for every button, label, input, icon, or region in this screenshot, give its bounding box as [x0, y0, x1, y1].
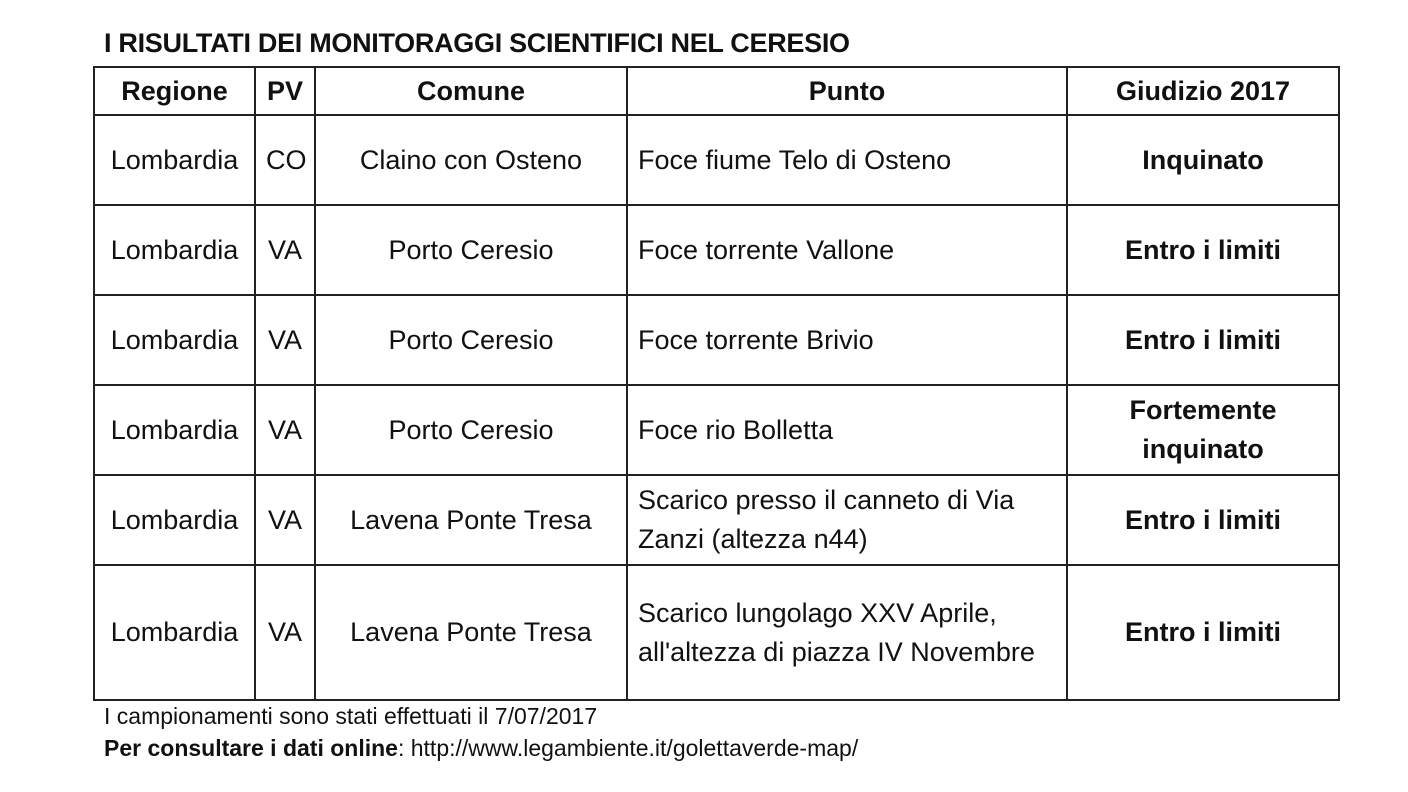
cell-comune: Lavena Ponte Tresa: [315, 565, 627, 700]
table-row: [94, 205, 1339, 295]
cell-punto: Foce torrente Vallone: [627, 205, 1067, 295]
cell-giudizio: Entro i limiti: [1067, 565, 1339, 700]
cell-regione: Lombardia: [94, 385, 255, 475]
cell-comune: Lavena Ponte Tresa: [315, 475, 627, 565]
cell-pv: VA: [255, 565, 315, 700]
cell-regione: Lombardia: [94, 115, 255, 205]
cell-comune: Porto Ceresio: [315, 385, 627, 475]
document-title: I RISULTATI DEI MONITORAGGI SCIENTIFICI NEL CERESIO: [104, 28, 850, 58]
online-data-separator: :: [397, 735, 411, 761]
header-punto: Punto: [627, 67, 1067, 115]
cell-pv: VA: [255, 475, 315, 565]
table-header-row: [94, 67, 1339, 115]
cell-comune: Claino con Osteno: [315, 115, 627, 205]
online-data-label: Per consultare i dati online: [104, 735, 398, 761]
results-table: [93, 66, 1340, 701]
cell-comune: Porto Ceresio: [315, 205, 627, 295]
cell-regione: Lombardia: [94, 565, 255, 700]
table-row: [94, 295, 1339, 385]
cell-punto: Foce torrente Brivio: [627, 295, 1067, 385]
online-data-note: [104, 735, 858, 762]
header-comune: Comune: [315, 67, 627, 115]
table-row: [94, 115, 1339, 205]
cell-regione: Lombardia: [94, 295, 255, 385]
cell-punto: Scarico lungolago XXV Aprile, all'altezza di piazza IV Novembre: [627, 565, 1067, 700]
table-row: [94, 475, 1339, 565]
cell-giudizio: Entro i limiti: [1067, 295, 1339, 385]
cell-comune: Porto Ceresio: [315, 295, 627, 385]
sampling-note: I campionamenti sono stati effettuati il 7/07/2017: [104, 703, 598, 729]
cell-giudizio: Fortemente inquinato: [1067, 385, 1339, 475]
header-pv: PV: [255, 67, 315, 115]
cell-pv: VA: [255, 205, 315, 295]
header-regione: Regione: [94, 67, 255, 115]
cell-punto: Foce fiume Telo di Osteno: [627, 115, 1067, 205]
table-row: [94, 565, 1339, 700]
cell-regione: Lombardia: [94, 205, 255, 295]
table-row: [94, 385, 1339, 475]
cell-pv: CO: [255, 115, 315, 205]
cell-pv: VA: [255, 295, 315, 385]
cell-giudizio: Entro i limiti: [1067, 205, 1339, 295]
cell-giudizio: Entro i limiti: [1067, 475, 1339, 565]
cell-punto: Scarico presso il canneto di Via Zanzi (altezza n44): [627, 475, 1067, 565]
online-data-url[interactable]: http://www.legambiente.it/golettaverde-map/: [410, 735, 859, 761]
cell-regione: Lombardia: [94, 475, 255, 565]
cell-punto: Foce rio Bolletta: [627, 385, 1067, 475]
cell-giudizio: Inquinato: [1067, 115, 1339, 205]
header-giudizio: Giudizio 2017: [1067, 67, 1339, 115]
cell-pv: VA: [255, 385, 315, 475]
